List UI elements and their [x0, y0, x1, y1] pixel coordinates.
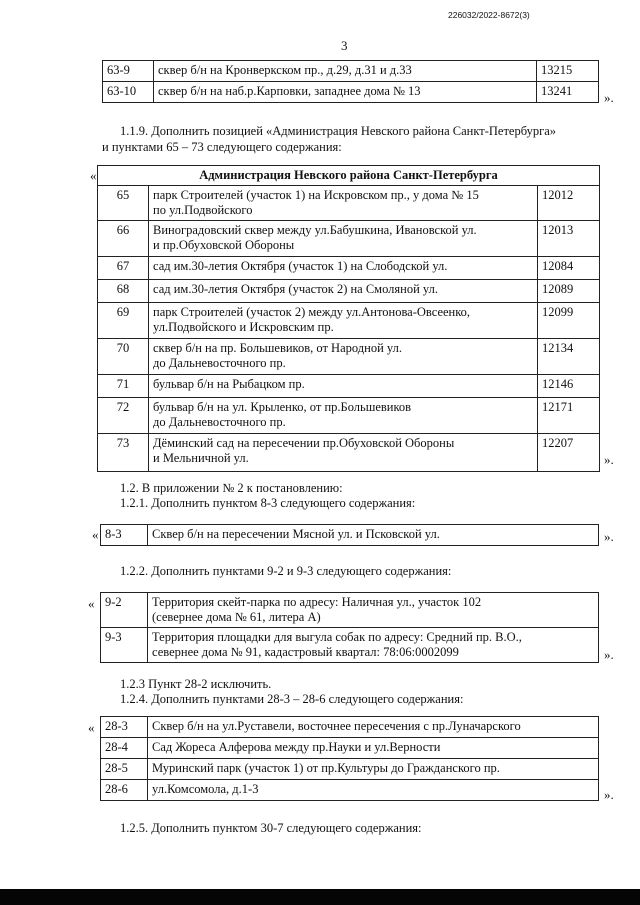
row-id: 12084	[538, 257, 600, 280]
table-title: Администрация Невского района Санкт-Петербурга	[98, 166, 600, 186]
row-code: 9-3	[101, 628, 148, 663]
row-text	[148, 628, 599, 663]
row-text-line: парк Строителей (участок 2) между ул.Антонова-Овсеенко,	[153, 305, 471, 319]
table-row	[103, 82, 599, 103]
table-row	[98, 398, 600, 434]
opening-quote: «	[88, 720, 95, 735]
row-text: сад им.30-летия Октября (участок 2) на Смоляной ул.	[149, 280, 538, 303]
table-row	[103, 61, 599, 82]
table-row	[98, 186, 600, 221]
table-row	[98, 434, 600, 472]
row-id: 12171	[538, 398, 600, 434]
paragraph-1-2-4: 1.2.4. Дополнить пунктами 28-3 – 28-6 следующего содержания:	[120, 692, 464, 706]
row-text-line: Дёминский сад на пересечении пр.Обуховской Обороны	[153, 436, 455, 450]
row-text	[148, 593, 599, 628]
paragraph-1-1-9	[120, 124, 600, 140]
row-text: сад им.30-летия Октября (участок 1) на Слободской ул.	[149, 257, 538, 280]
row-number: 67	[98, 257, 149, 280]
row-text: ул.Комсомола, д.1-3	[148, 780, 599, 801]
table-row	[101, 593, 599, 628]
row-text	[149, 221, 538, 257]
closing-quote: ».	[604, 647, 614, 662]
closing-quote: ».	[604, 529, 614, 544]
row-code: 28-3	[101, 717, 148, 738]
scan-edge-bar	[0, 889, 640, 905]
row-text: сквер б/н на Кронверкском пр., д.29, д.31 и д.33	[154, 61, 537, 82]
page-number: 3	[341, 38, 348, 53]
row-number: 68	[98, 280, 149, 303]
paragraph-1-2-2: 1.2.2. Дополнить пунктами 9-2 и 9-3 следующего содержания:	[120, 564, 452, 578]
row-id: 12207	[538, 434, 600, 472]
table-positions-63	[102, 60, 599, 103]
table-items-28	[100, 716, 599, 801]
row-text-line: ул.Подвойского и Искровским пр.	[153, 320, 334, 334]
opening-quote: «	[90, 168, 97, 183]
row-number: 71	[98, 375, 149, 398]
closing-quote: ».	[604, 787, 614, 802]
row-text: Сквер б/н на ул.Руставели, восточнее пересечения с пр.Луначарского	[148, 717, 599, 738]
table-title-row	[98, 166, 600, 186]
row-number: 70	[98, 339, 149, 375]
row-text	[149, 398, 538, 434]
row-text-line: до Дальневосточного пр.	[153, 356, 286, 370]
row-number: 66	[98, 221, 149, 257]
row-text-line: бульвар б/н на ул. Крыленко, от пр.Большевиков	[153, 400, 412, 414]
table-row	[98, 339, 600, 375]
table-row	[101, 628, 599, 663]
row-text: бульвар б/н на Рыбацком пр.	[149, 375, 538, 398]
table-nevsky-district	[97, 165, 600, 472]
row-text-line: Виноградовский сквер между ул.Бабушкина, Ивановской ул.	[153, 223, 477, 237]
row-text-line: севернее дома № 91, кадастровый квартал: 78:06:0002099	[152, 645, 459, 659]
paragraph-1-2-1: 1.2.1. Дополнить пунктом 8-3 следующего содержания:	[120, 496, 416, 510]
row-text	[149, 186, 538, 221]
row-code: 8-3	[101, 525, 148, 546]
row-text-line: сквер б/н на пр. Большевиков, от Народной ул.	[153, 341, 402, 355]
row-text-line: и пр.Обуховской Обороны	[153, 238, 295, 252]
table-row	[101, 717, 599, 738]
document-number: 226032/2022-8672(3)	[448, 10, 530, 20]
row-text-line: Территория скейт-парка по адресу: Наличная ул., участок 102	[152, 595, 482, 609]
table-row	[98, 257, 600, 280]
row-code: 28-6	[101, 780, 148, 801]
row-id: 12012	[538, 186, 600, 221]
row-id: 12134	[538, 339, 600, 375]
row-code: 28-5	[101, 759, 148, 780]
row-text-line: по ул.Подвойского	[153, 203, 253, 217]
table-row	[98, 375, 600, 398]
row-id: 12146	[538, 375, 600, 398]
table-row	[101, 759, 599, 780]
table-row	[101, 525, 599, 546]
row-text-line: (севернее дома № 61, литера А)	[152, 610, 321, 624]
paragraph-1-2-5: 1.2.5. Дополнить пунктом 30-7 следующего содержания:	[120, 821, 422, 835]
row-text: Сквер б/н на пересечении Мясной ул. и Псковской ул.	[148, 525, 599, 546]
row-text-line: до Дальневосточного пр.	[153, 415, 286, 429]
row-id: 12089	[538, 280, 600, 303]
table-row	[101, 738, 599, 759]
row-text: сквер б/н на наб.р.Карповки, западнее дома № 13	[154, 82, 537, 103]
row-id: 12099	[538, 303, 600, 339]
opening-quote: «	[92, 527, 99, 542]
row-id: 13215	[537, 61, 599, 82]
paragraph-1-2-3: 1.2.3 Пункт 28-2 исключить.	[120, 677, 272, 691]
paragraph-1-1-9-continued: и пунктами 65 – 73 следующего содержания:	[102, 140, 342, 154]
row-text-line: парк Строителей (участок 1) на Искровском пр., у дома № 15	[153, 188, 479, 202]
row-id: 12013	[538, 221, 600, 257]
paragraph-line: 1.1.9. Дополнить позицией «Администрация Невского района Санкт-Петербурга»	[120, 124, 557, 138]
row-text: Сад Жореса Алферова между пр.Науки и ул.Верности	[148, 738, 599, 759]
row-code: 63-9	[103, 61, 154, 82]
closing-quote: ».	[604, 452, 614, 467]
table-item-8-3	[100, 524, 599, 546]
row-text	[149, 339, 538, 375]
row-text: Муринский парк (участок 1) от пр.Культуры до Гражданского пр.	[148, 759, 599, 780]
row-number: 65	[98, 186, 149, 221]
opening-quote: «	[88, 596, 95, 611]
row-text-line: и Мельничной ул.	[153, 451, 249, 465]
row-text-line: Территория площадки для выгула собак по адресу: Средний пр. В.О.,	[152, 630, 522, 644]
row-code: 63-10	[103, 82, 154, 103]
table-row	[98, 280, 600, 303]
closing-quote: ».	[604, 90, 614, 105]
table-row	[101, 780, 599, 801]
table-items-9	[100, 592, 599, 663]
row-number: 73	[98, 434, 149, 472]
row-number: 72	[98, 398, 149, 434]
row-code: 28-4	[101, 738, 148, 759]
row-id: 13241	[537, 82, 599, 103]
table-row	[98, 221, 600, 257]
row-code: 9-2	[101, 593, 148, 628]
row-text	[149, 434, 538, 472]
table-row	[98, 303, 600, 339]
row-number: 69	[98, 303, 149, 339]
paragraph-1-2: 1.2. В приложении № 2 к постановлению:	[120, 481, 343, 495]
row-text	[149, 303, 538, 339]
